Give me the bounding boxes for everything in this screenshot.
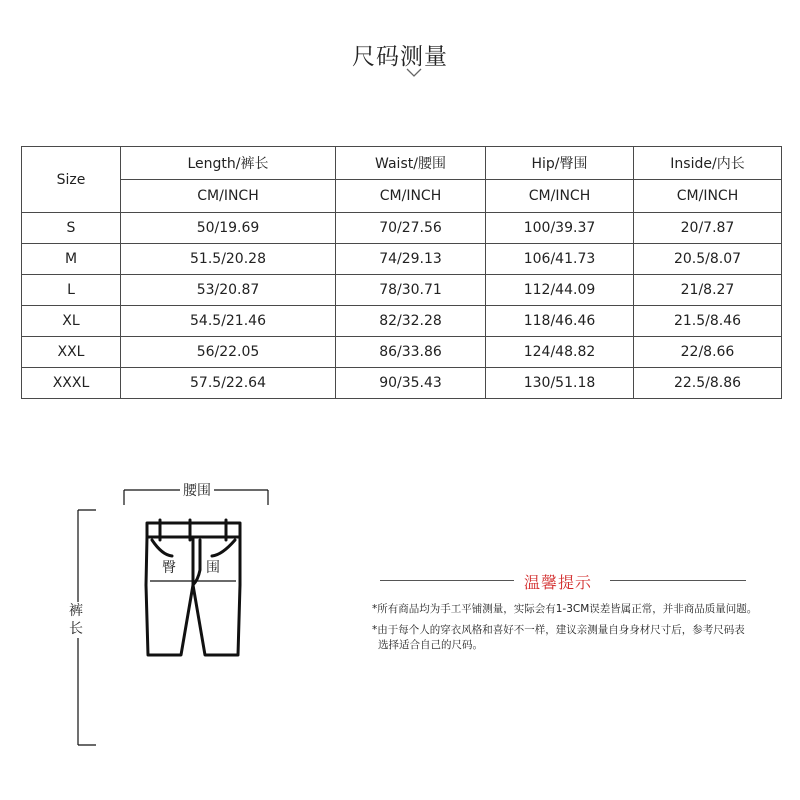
value-cell: 112/44.09 xyxy=(486,275,634,306)
value-cell: 20.5/8.07 xyxy=(634,244,782,275)
value-cell: 100/39.37 xyxy=(486,213,634,244)
tips-title: 温馨提示 xyxy=(514,570,602,593)
page-title: 尺码测量 xyxy=(352,44,448,70)
table-row xyxy=(22,368,782,399)
table-row xyxy=(22,213,782,244)
unit-hip: CM/INCH xyxy=(486,180,634,213)
value-cell: 78/30.71 xyxy=(336,275,486,306)
value-cell: 130/51.18 xyxy=(486,368,634,399)
size-cell: L xyxy=(22,275,121,306)
hip-label-right: 围 xyxy=(206,560,220,576)
divider xyxy=(380,580,514,581)
table-row xyxy=(22,306,782,337)
value-cell: 118/46.46 xyxy=(486,306,634,337)
value-cell: 70/27.56 xyxy=(336,213,486,244)
unit-length: CM/INCH xyxy=(121,180,336,213)
value-cell: 53/20.87 xyxy=(121,275,336,306)
chevron-down-icon xyxy=(406,68,422,78)
size-cell: M xyxy=(22,244,121,275)
value-cell: 21/8.27 xyxy=(634,275,782,306)
table-row xyxy=(22,275,782,306)
value-cell: 22/8.66 xyxy=(634,337,782,368)
value-cell: 74/29.13 xyxy=(336,244,486,275)
table-unit-row xyxy=(22,180,782,213)
size-table xyxy=(21,146,782,399)
unit-waist: CM/INCH xyxy=(336,180,486,213)
tip-note: *由于每个人的穿衣风格和喜好不一样，建议亲测量自身身材尺寸后，参考尺码表 xyxy=(372,624,745,636)
column-header-waist: Waist/腰围 xyxy=(336,147,486,180)
size-cell: XL xyxy=(22,306,121,337)
unit-inside: CM/INCH xyxy=(634,180,782,213)
value-cell: 22.5/8.86 xyxy=(634,368,782,399)
column-header-length: Length/裤长 xyxy=(121,147,336,180)
table-header-row xyxy=(22,147,782,180)
column-header-inside: Inside/内长 xyxy=(634,147,782,180)
divider xyxy=(610,580,746,581)
value-cell: 82/32.28 xyxy=(336,306,486,337)
hip-label-left: 臀 xyxy=(162,560,176,576)
value-cell: 51.5/20.28 xyxy=(121,244,336,275)
table-row xyxy=(22,337,782,368)
value-cell: 90/35.43 xyxy=(336,368,486,399)
value-cell: 57.5/22.64 xyxy=(121,368,336,399)
size-header: Size xyxy=(22,147,121,213)
tip-note: 选择适合自己的尺码。 xyxy=(378,639,483,651)
value-cell: 54.5/21.46 xyxy=(121,306,336,337)
size-cell: XXXL xyxy=(22,368,121,399)
value-cell: 124/48.82 xyxy=(486,337,634,368)
value-cell: 20/7.87 xyxy=(634,213,782,244)
size-cell: S xyxy=(22,213,121,244)
value-cell: 21.5/8.46 xyxy=(634,306,782,337)
tip-note: *所有商品均为手工平铺测量，实际会有1-3CM误差皆属正常，并非商品质量问题。 xyxy=(372,603,758,615)
column-header-hip: Hip/臀围 xyxy=(486,147,634,180)
value-cell: 50/19.69 xyxy=(121,213,336,244)
value-cell: 106/41.73 xyxy=(486,244,634,275)
waist-label: 腰围 xyxy=(180,480,214,500)
length-label: 裤长 xyxy=(69,603,83,637)
size-cell: XXL xyxy=(22,337,121,368)
value-cell: 56/22.05 xyxy=(121,337,336,368)
value-cell: 86/33.86 xyxy=(336,337,486,368)
table-row xyxy=(22,244,782,275)
